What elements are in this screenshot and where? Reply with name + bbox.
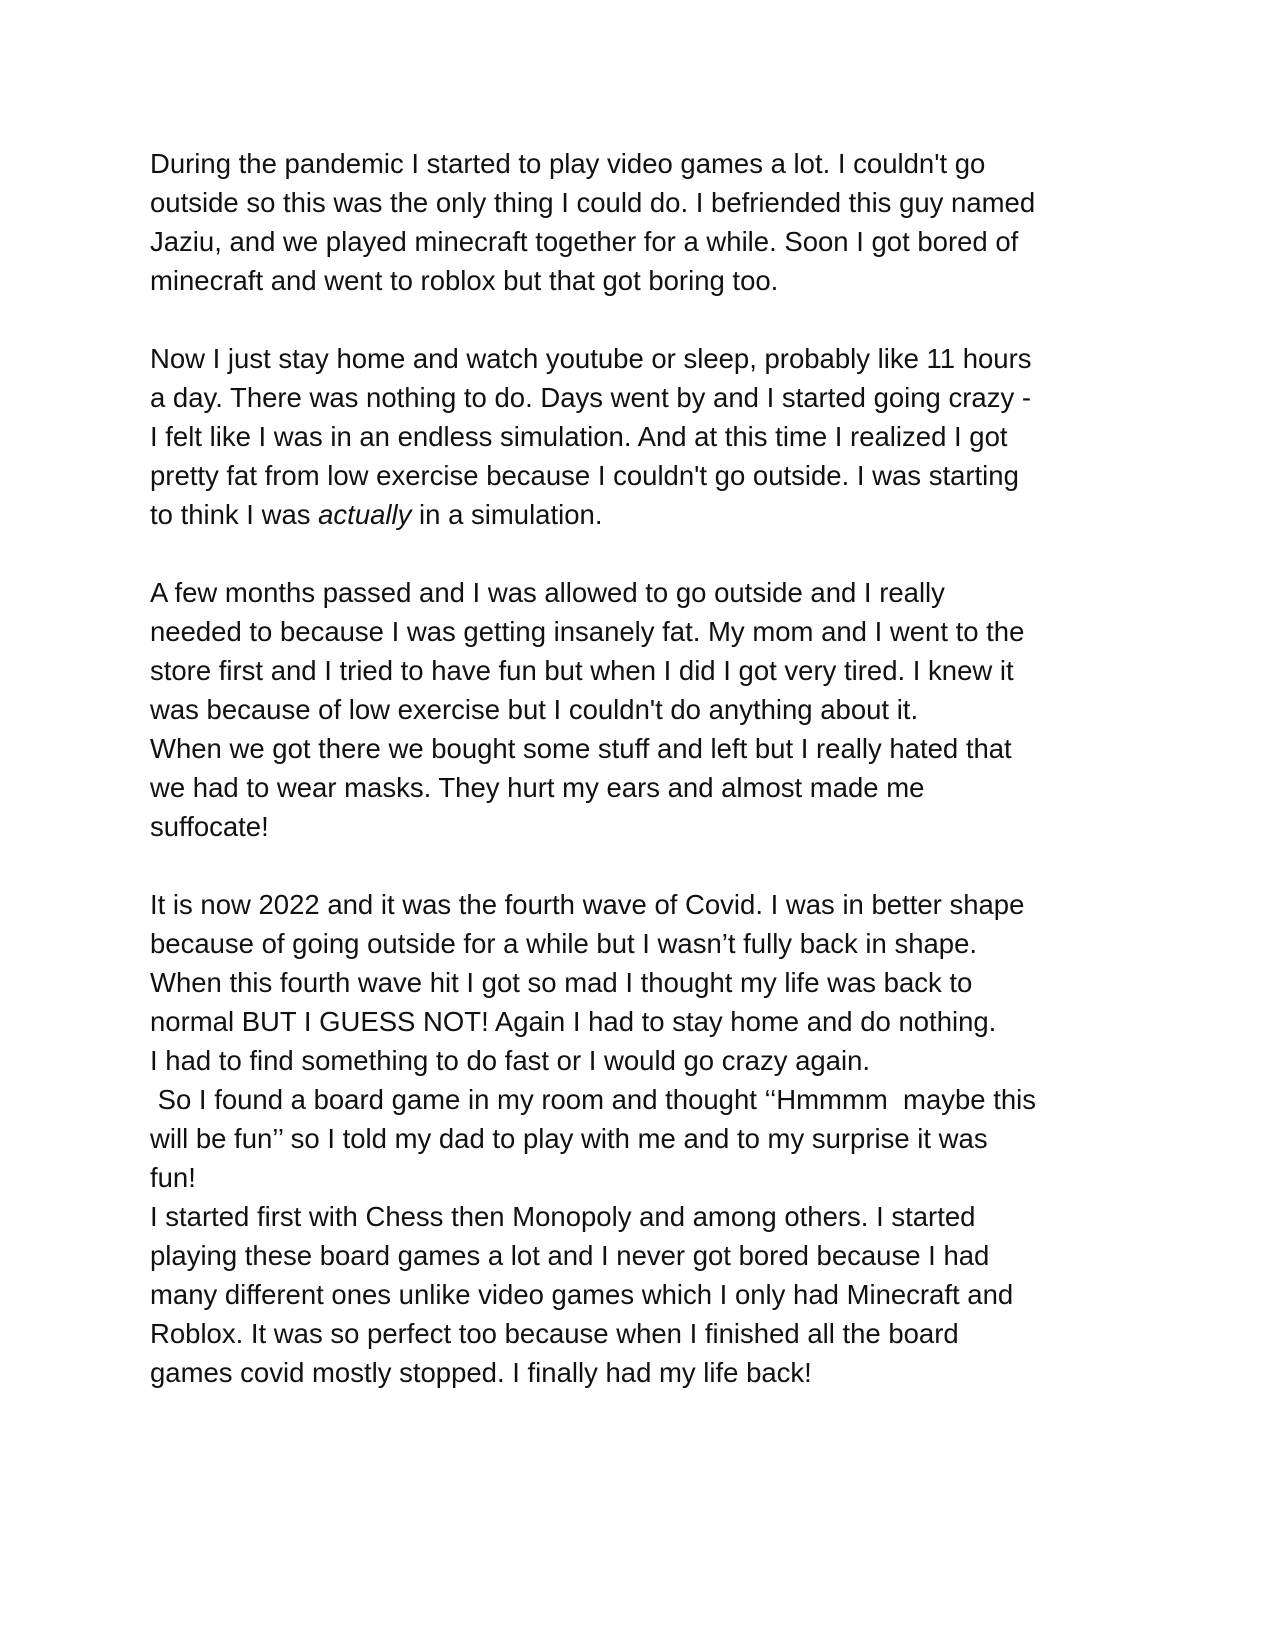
essay-line: games covid mostly stopped. I finally had my life back! [150,1357,812,1388]
essay-line: When this fourth wave hit I got so mad I thought my life was back to [150,967,973,998]
essay-line: we had to wear masks. They hurt my ears and almost made me [150,772,925,803]
essay-line: I started first with Chess then Monopoly and among others. I started [150,1201,976,1232]
essay-line: Now I just stay home and watch youtube or sleep, probably like 11 hours [150,343,1032,374]
essay-line: needed to because I was getting insanely fat. My mom and I went to the [150,616,1025,647]
paragraph-gap [150,534,1150,573]
essay-line: Roblox. It was so perfect too because when I finished all the board [150,1318,959,1349]
essay-line: During the pandemic I started to play video games a lot. I couldn't go [150,148,986,179]
essay-line: suffocate! [150,811,269,842]
paragraph-gap [150,846,1150,885]
essay-line: fun! [150,1162,196,1193]
essay-line-with-emphasis [150,495,1150,534]
paragraph-gap [150,300,1150,339]
essay-line: pretty fat from low exercise because I couldn't go outside. I was starting [150,460,1019,491]
essay-line: Jaziu, and we played minecraft together for a while. Soon I got bored of [150,226,1019,257]
essay-line: many different ones unlike video games which I only had Minecraft and [150,1279,1014,1310]
essay-line: When we got there we bought some stuff and left but I really hated that [150,733,1012,764]
essay-line: minecraft and went to roblox but that got boring too. [150,265,779,296]
essay-line: because of going outside for a while but I wasn’t fully back in shape. [150,928,978,959]
essay-line: was because of low exercise but I couldn't do anything about it. [150,694,919,725]
essay-text: in a simulation. [411,499,603,530]
essay-line: normal BUT I GUESS NOT! Again I had to stay home and do nothing. [150,1006,997,1037]
essay-line: So I found a board game in my room and thought ‘‘Hmmmm maybe this [150,1084,1037,1115]
essay-line: I felt like I was in an endless simulation. And at this time I realized I got [150,421,1008,452]
essay-text: to think I was [150,499,319,530]
essay-line: store first and I tried to have fun but when I did I got very tired. I knew it [150,655,1014,686]
essay-line: It is now 2022 and it was the fourth wave of Covid. I was in better shape [150,889,1025,920]
essay-body [150,144,1150,1392]
essay-line: a day. There was nothing to do. Days went by and I started going crazy - [150,382,1031,413]
essay-line: will be fun’’ so I told my dad to play with me and to my surprise it was [150,1123,988,1154]
essay-line: outside so this was the only thing I could do. I befriended this guy named [150,187,1036,218]
essay-line: A few months passed and I was allowed to go outside and I really [150,577,945,608]
essay-line: playing these board games a lot and I never got bored because I had [150,1240,990,1271]
emphasized-word: actually [318,499,412,530]
essay-line: I had to find something to do fast or I would go crazy again. [150,1045,871,1076]
